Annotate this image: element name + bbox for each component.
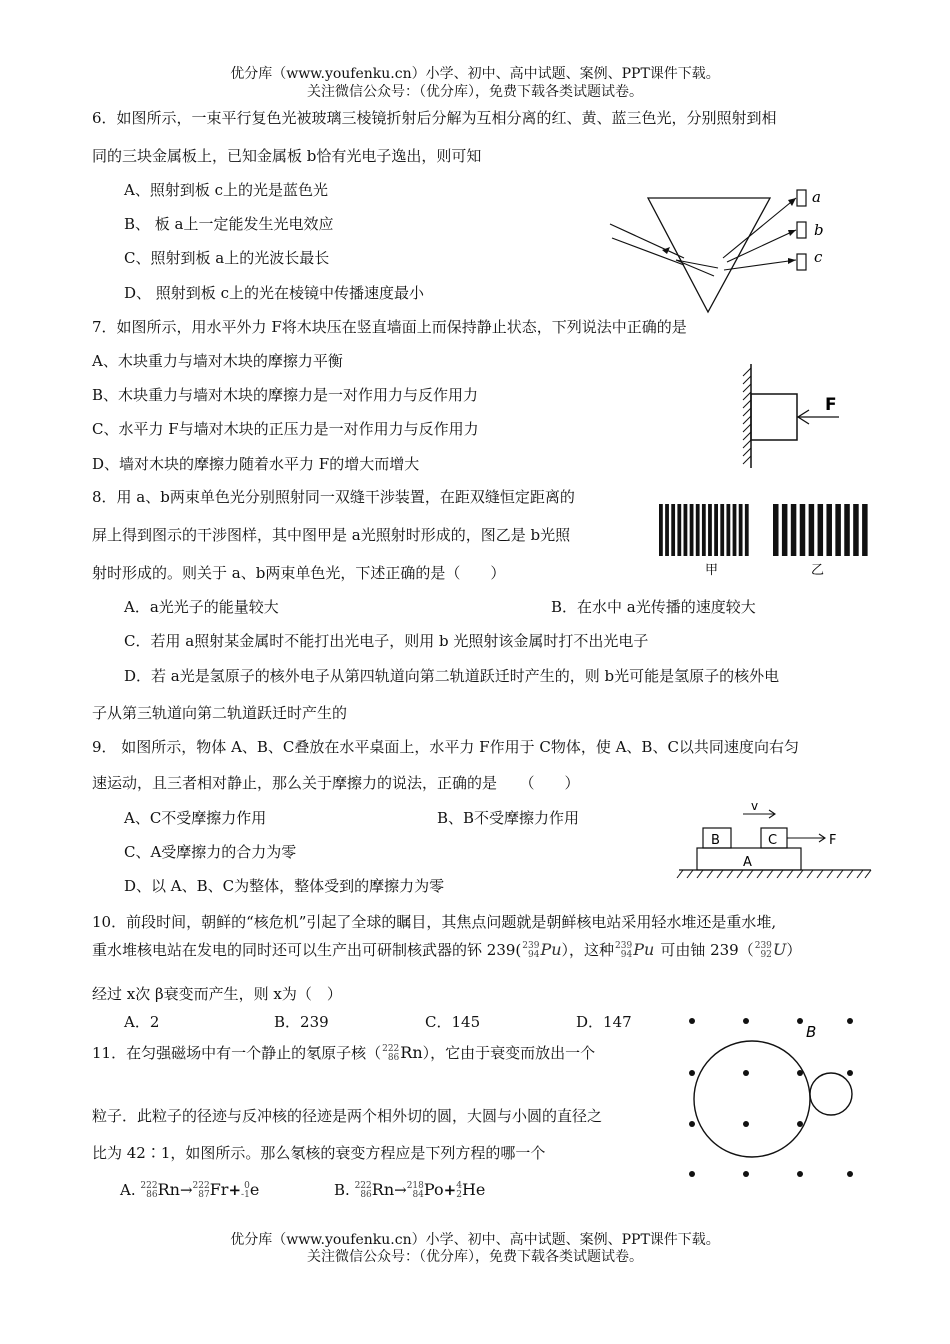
q7-option-b: B、木块重力与墙对木块的摩擦力是一对作用力与反作用力 <box>92 386 479 404</box>
rn-symbol: Rn <box>400 1043 423 1062</box>
pu-notation-2: 239 94 <box>615 941 633 960</box>
q7-stem: 7．如图所示，用水平外力 F将木块压在竖直墙面上而保持静止状态，下列说法中正确的是 <box>92 318 687 336</box>
jia-stripe <box>745 504 749 556</box>
q10-stem-line-2 <box>92 940 801 970</box>
header-line-2: 关注微信公众号：（优分库），免费下载各类试题试卷。 <box>307 84 643 100</box>
velocity-label: v <box>751 800 759 813</box>
wall-hatching <box>743 368 751 464</box>
jia-stripe <box>714 504 718 556</box>
q7-wall-figure <box>735 360 855 470</box>
q9-option-b: B、B不受摩擦力作用 <box>437 809 580 827</box>
q11-stem-line-3: 比为 42∶1，如图所示。那么氡核的衰变方程应是下列方程的哪一个 <box>92 1144 546 1162</box>
q11-option-a: A. 222 86 Rn→ 222 87 Fr+ 0 -1 e <box>120 1180 260 1200</box>
jia-stripe <box>665 504 669 556</box>
q6-option-c: C、照射到板 a上的光波长最长 <box>124 249 330 267</box>
q7-option-a: A、木块重力与墙对木块的摩擦力平衡 <box>92 352 343 370</box>
u-notation: 239 92 <box>754 941 772 960</box>
prism-triangle <box>648 198 770 312</box>
pu-symbol-1: Pu <box>540 940 562 959</box>
yi-stripe <box>773 504 779 556</box>
q10-stem-line-1: 10．前段时间，朝鲜的“核危机”引起了全球的瞩目，其焦点问题就是朝鲜核电站采用轻水堆还是重水堆, <box>92 913 777 931</box>
q8-option-c: C．若用 a照射某金属时不能打出光电子，则用 b 光照射该金属时打不出光电子 <box>124 632 649 650</box>
label-yi: 乙 <box>811 563 825 578</box>
q6-option-a: A、照射到板 c上的光是蓝色光 <box>124 181 329 199</box>
block-b-label: B <box>711 833 720 848</box>
yi-stripe <box>826 504 832 556</box>
force-f-label: F <box>829 833 837 848</box>
inner-ray-2 <box>676 260 714 276</box>
block-c-label: C <box>768 833 778 848</box>
block-a-label: A <box>743 855 752 870</box>
q10-stem-line-3: 经过 x次 β衰变而产生，则 x为（ ） <box>92 985 342 1003</box>
pu-symbol-2: Pu <box>633 940 655 959</box>
jia-stripe <box>733 504 737 556</box>
jia-stripe <box>684 504 688 556</box>
q10-text-part-4: ） <box>786 941 802 959</box>
q9-option-d: D、以 A、B、C为整体，整体受到的摩擦力为零 <box>124 877 445 895</box>
yi-stripe <box>835 504 841 556</box>
q11-stem-line-1 <box>92 1043 595 1073</box>
q9-stem-line-1: 9． 如图所示，物体 A、B、C叠放在水平桌面上，水平力 F作用于 C物体，使 A、B、C以共同速度向右匀 <box>92 738 799 756</box>
q8-stem-line-3: 射时形成的。则关于 a、b两束单色光，下述正确的是（ ） <box>92 564 506 582</box>
q7-option-c: C、水平力 F与墙对木块的正压力是一对作用力与反作用力 <box>92 420 479 438</box>
small-circle-track <box>810 1073 852 1115</box>
q8-stem-line-1: 8．用 a、b两束单色光分别照射同一双缝干涉装置，在距双缝恒定距离的 <box>92 488 575 506</box>
jia-stripe <box>677 504 681 556</box>
metal-plate-c <box>797 254 806 270</box>
label-jia: 甲 <box>705 563 719 578</box>
q8-option-d-line-2: 子从第三轨道向第二轨道跃迁时产生的 <box>92 704 348 722</box>
q10-text-part-1: 重水堆核电站在发电的同时还可以生产出可研制核武器的钚 239( <box>92 941 522 959</box>
jia-stripe <box>696 504 700 556</box>
q11-stem-line-2: 粒子．此粒子的径迹与反冲核的径迹是两个相外切的圆，大圆与小圆的直径之 <box>92 1107 603 1125</box>
footer-line-1: 优分库（www.youfenku.cn）小学、初中、高中试题、案例、PPT课件下载。 <box>230 1232 720 1248</box>
jia-stripe <box>671 504 675 556</box>
u-symbol: U <box>772 940 787 959</box>
jia-stripe <box>690 504 694 556</box>
q6-stem-line-2: 同的三块金属板上，已知金属板 b恰有光电子逸出，则可知 <box>92 147 482 165</box>
metal-plate-b <box>797 222 806 238</box>
pu-notation-1: 239 94 <box>522 941 540 960</box>
jia-stripe <box>739 504 743 556</box>
q9-stem-line-2: 速运动，且三者相对静止，那么关于摩擦力的说法，正确的是 （ ） <box>92 774 580 792</box>
jia-stripe <box>702 504 706 556</box>
plate-label-c: c <box>814 248 823 266</box>
rn-notation: 222 86 <box>382 1044 400 1063</box>
plate-label-b: b <box>814 221 824 239</box>
jia-stripe <box>659 504 663 556</box>
q6-prism-figure <box>600 180 840 320</box>
yi-stripe <box>862 504 868 556</box>
q10-option-a: A．2 <box>124 1013 160 1031</box>
q7-option-d: D、墙对木块的摩擦力随着水平力 F的增大而增大 <box>92 455 420 473</box>
jia-stripe <box>726 504 730 556</box>
plate-label-a: a <box>812 188 821 206</box>
q8-option-b: B．在水中 a光传播的速度较大 <box>551 598 756 616</box>
q6-option-d: D、 照射到板 c上的光在棱镜中传播速度最小 <box>124 284 424 302</box>
yi-stripe <box>800 504 806 556</box>
q8-stem-line-2: 屏上得到图示的干涉图样，其中图甲是 a光照射时形成的，图乙是 b光照 <box>92 526 571 544</box>
q8-option-a: A．a光光子的能量较大 <box>124 598 279 616</box>
q10-option-c: C．145 <box>425 1013 481 1031</box>
q10-text-part-2: ），这种 <box>561 941 615 959</box>
footer-line-2: 关注微信公众号：（优分库），免费下载各类试题试卷。 <box>307 1249 643 1265</box>
yi-stripe <box>809 504 815 556</box>
q11-magnetic-field-figure <box>680 1010 870 1185</box>
q10-option-b: B．239 <box>274 1013 329 1031</box>
yi-stripe <box>791 504 797 556</box>
jia-stripe <box>708 504 712 556</box>
q11-text-part-1: 11．在匀强磁场中有一个静止的氡原子核（ <box>92 1044 382 1062</box>
yi-stripe <box>818 504 824 556</box>
q8-option-d-line-1: D．若 a光是氢原子的核外电子从第四轨道向第二轨道跃迁时产生的，则 b光可能是氢原子的核外电 <box>124 667 780 685</box>
header-line-1: 优分库（www.youfenku.cn）小学、初中、高中试题、案例、PPT课件下载。 <box>230 66 720 82</box>
block <box>751 394 797 440</box>
q11-option-b: B. 222 86 Rn→ 218 84 Po+ 4 2 He <box>334 1180 486 1200</box>
pattern-jia <box>659 504 749 556</box>
table-hatching <box>677 870 871 878</box>
metal-plate-a <box>797 190 806 206</box>
q9-option-a: A、C不受摩擦力作用 <box>124 809 267 827</box>
yi-stripe <box>782 504 788 556</box>
q11-text-part-2: ），它由于衰变而放出一个 <box>422 1044 596 1062</box>
q6-stem-line-1: 6．如图所示，一束平行复色光被玻璃三棱镜折射后分解为互相分离的红、黄、蓝三色光，分别照射到相 <box>92 109 777 127</box>
q8-interference-figure <box>655 500 875 578</box>
yi-stripe <box>853 504 859 556</box>
pattern-yi <box>773 504 868 556</box>
q9-blocks-figure <box>675 800 875 884</box>
q9-option-c: C、A受摩擦力的合力为零 <box>124 843 297 861</box>
q11-option-a-label: A. <box>120 1181 136 1199</box>
exit-ray-a <box>723 198 796 258</box>
force-label: F <box>825 395 837 415</box>
q6-option-b: B、 板 a上一定能发生光电效应 <box>124 215 334 233</box>
yi-stripe <box>844 504 850 556</box>
field-label: B <box>806 1023 817 1041</box>
large-circle-track <box>694 1041 810 1157</box>
q10-text-part-3: 可由铀 239（ <box>660 941 754 959</box>
q11-option-b-label: B. <box>334 1181 350 1199</box>
q10-option-d: D．147 <box>576 1013 632 1031</box>
jia-stripe <box>720 504 724 556</box>
